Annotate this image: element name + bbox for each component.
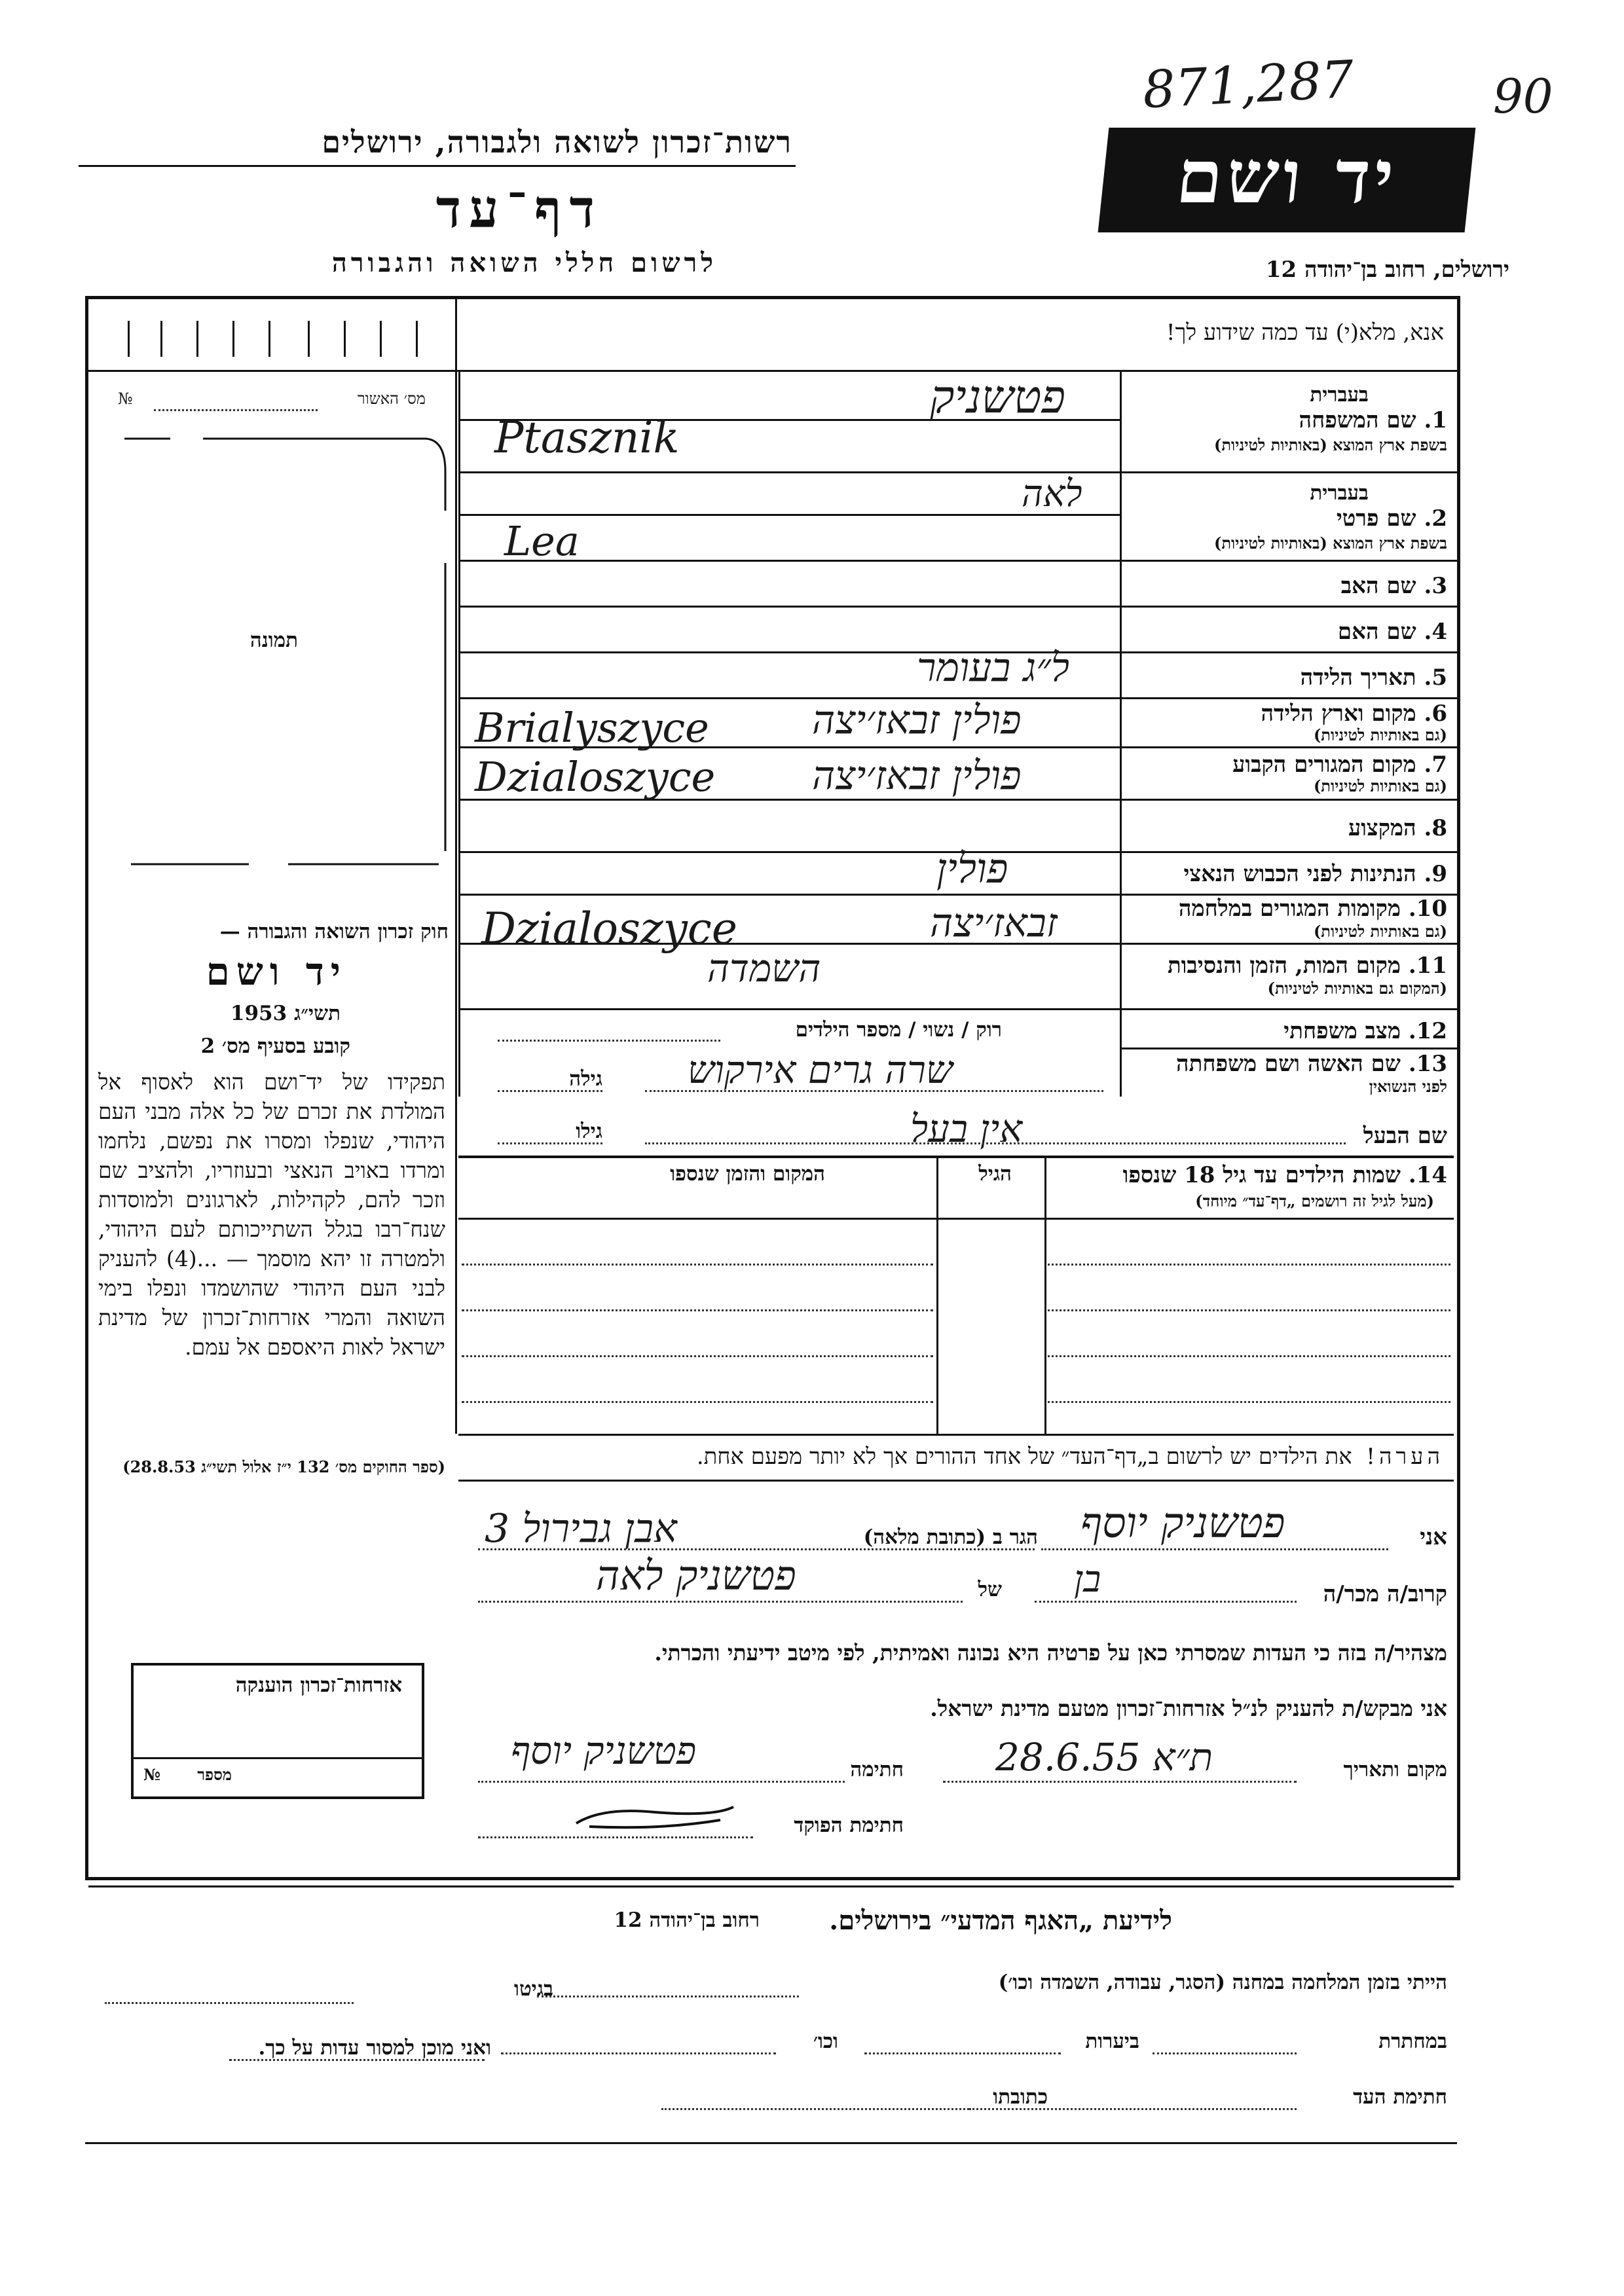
field-10-value[interactable]: Dzialoszyce [481,903,737,954]
children-header-place: המקום והזמן שנספו [670,1162,825,1186]
footer-line1-end: בגיטו [514,1977,553,2001]
of-name[interactable]: פטשניק לאה [596,1552,796,1599]
field-6-label: 6. מקום וארץ הלידה [1261,701,1447,727]
request-text: אני מבקש/ת להעניק לנ״ל אזרחות־זכרון מטעם מדינת ישראל. [930,1696,1447,1721]
field-1-hebrew-tag: בעברית [1310,383,1369,407]
field-2-sublabel: בשפת ארץ המוצא (באותיות לטיניות) [1214,534,1447,553]
org-name: רשות־זכרון לשואה ולגבורה, ירושלים [322,124,792,160]
field-13-sublabel: לפני הנשואין [1369,1077,1447,1096]
field-6-sublabel: (גם באותיות לטיניות) [1313,725,1447,744]
footer-bottom-rule [85,2142,1457,2144]
law-name: יד ושם [206,949,347,994]
field-6-hebrew-value[interactable]: פולין זבאז׳יצה [812,697,1022,743]
archive-number: 871,287 [1141,50,1356,120]
footer-address-label: כתובתו [993,2085,1048,2109]
relative-label: קרוב/ה מכר/ה [1323,1581,1447,1607]
field-7-value[interactable]: Dzialoszyce [475,753,716,801]
approval-number-sign: № [118,390,133,408]
husband-value[interactable]: אין בעל [910,1106,1023,1151]
approval-number-label: מס׳ האשור [357,390,426,408]
husband-label: שם הבעל [1363,1123,1447,1149]
footer-line1: הייתי בזמן המלחמה במחנה (הסגר, עבודה, השמדה וכו׳) [998,1971,1447,1994]
field-7-sublabel: (גם באותיות לטיניות) [1313,776,1447,795]
children-header-note: (מעל לגיל זה רושמים „דף־עד״ מיוחד) [1195,1192,1434,1211]
yad-vashem-logo [1098,128,1476,232]
field-13-value[interactable]: שרה גרים אירקוש [688,1048,953,1092]
logo-text: יד ושם [1172,134,1402,220]
header-divider [79,165,796,167]
footer-etc: וכו׳ [813,2030,838,2053]
left-column-divider [455,298,457,1434]
field-5-value[interactable]: ל״ג בעומר [917,645,1069,691]
citizenship-title: אזרחות־זכרון הוענקה [235,1673,402,1697]
field-7-label: 7. מקום המגורים הקבוע [1232,752,1447,778]
declarant-address[interactable]: אבן גבירול 3 [485,1506,677,1552]
law-section: קובע בסעיף מס׳ 2 [200,1034,350,1058]
citizenship-number-label: מספר [197,1765,232,1784]
field-1-sublabel: בשפת ארץ המוצא (באותיות לטיניות) [1214,435,1447,454]
page-number: 90 [1493,69,1553,124]
children-header-age: הגיל [978,1162,1012,1186]
field-9-label: 9. הנתינות לפני הכבוש הנאצי [1183,861,1447,887]
field-3-label: 3. שם האב [1340,573,1447,599]
form-subtitle: לרשום חללי השואה והגבורה [331,247,717,278]
of-label: של [978,1578,1002,1601]
field-13-label: 13. שם האשה ושם משפחתה [1176,1051,1447,1077]
field-8-label: 8. המקצוע [1348,815,1447,841]
law-title: חוק זכרון השואה והגבורה — [219,920,449,943]
field-2-hebrew-tag: בעברית [1310,481,1369,505]
header-address: ירושלים, רחוב בן־יהודה 12 [1265,257,1509,283]
photo-area-outline [118,432,452,877]
citizenship-number-sign: № [143,1765,161,1784]
form-title: דף־עד [435,178,602,240]
field-10-label: 10. מקומות המגורים במלחמה [1178,896,1447,922]
approval-number-field[interactable] [154,409,318,411]
field-2-label: 2. שם פרטי [1336,505,1447,532]
signature-label: חתימה [850,1758,904,1781]
field-13-age-label: גילה [569,1067,602,1091]
field-4-label: 4. שם האם [1337,619,1447,645]
footer-underground: במחתרת [1378,2030,1447,2053]
declarant-name[interactable]: פטשניק יוסף [1080,1499,1285,1548]
declaration-text: מצהיר/ה בזה כי העדות שמסרתי כאן על פרטיה היא נכונה ואמיתית, לפי מיטב ידיעתי והכרתי. [654,1640,1447,1666]
card-ticks [92,308,455,370]
law-reference: (ספר החוקים מס׳ 132 י״ז אלול תשי״ג 28.8.53) [122,1457,445,1476]
label-column-divider [1120,370,1122,1097]
citizenship-box [131,1663,424,1799]
field-1-label: 1. שם המשפחה [1299,407,1447,433]
instruction: אנא, מלא(י) עד כמה שידוע לך! [1166,319,1444,346]
field-12-label: 12. מצב משפחתי [1283,1018,1447,1044]
officer-signature-label: חתימת הפוקד [794,1813,904,1837]
field-11-label: 11. מקום המות, הזמן והנסיבות [1167,953,1447,979]
field-10-sublabel: (גם באותיות לטיניות) [1313,922,1447,941]
relation-value[interactable]: בן [1074,1558,1101,1601]
field-10-hebrew-value[interactable]: זבאז׳יצה [930,900,1058,946]
field-1-value[interactable]: Ptasznik [494,412,680,463]
place-date-value[interactable]: ת״א 28.6.55 [995,1735,1213,1779]
photo-label: תמונה [249,629,298,652]
field-2-hebrew-value[interactable]: לאה [1022,473,1082,515]
declarant-address-label: הגר ב (כתובת מלאה) [863,1525,1038,1549]
footer-title: לידיעת „האגף המדעי״ בירושלים. [829,1905,1172,1936]
note: הערה! את הילדים יש לרשום ב„דף־העד״ של אחד ההורים אך לא יותר מפעם אחת. [696,1444,1444,1470]
field-6-value[interactable]: Brialyszyce [475,704,709,752]
field-5-label: 5. תאריך הלידה [1300,665,1447,691]
officer-signature-scribble [563,1794,760,1840]
signature-value[interactable]: פטשניק יוסף [511,1728,697,1773]
law-year: תשי״ג 1953 [230,1002,341,1025]
field-7-hebrew-value[interactable]: פולין זבאז׳יצה [812,753,1022,799]
children-header-name: 14. שמות הילדים עד גיל 18 שנספו [1122,1162,1447,1188]
field-11-value[interactable]: השמדה [707,946,821,991]
field-9-value[interactable]: פולין [936,845,1008,892]
law-text: תפקידו של יד־ושם הוא לאסוף אל המולדת את זכרם של כל אלה מבני העם היהודי, שנפלו ומסרו את נפשם, נלחמו ומרדו באויב הנאצי ובעוזריו, ולהציב שם וזכר להם, לקהילות, לארגונים ולמוסדות שנח־רבו בגלל השתייכותם לעם היהודי, ולמטרה זו יהא מוסמך — ...(4) להעניק לבני העם היהודי שהושמדו ונפלו בימי השואה והמרי אזרחות־זכרון של מדינת ישראל לאות היאספם אל עמם. [98,1069,445,1360]
field-2-value[interactable]: Lea [504,517,580,565]
footer-address: רחוב בן־יהודה 12 [614,1908,760,1932]
husband-age-label: גילו [576,1120,602,1143]
footer-forests: ביערות [1085,2030,1139,2053]
declarant-ani-label: אני [1420,1524,1447,1550]
field-12-options[interactable]: רוק / נשוי / מספר הילדים [795,1018,1002,1042]
footer-ready: ואני מוכן למסור עדות על כך. [258,2036,491,2060]
field-1-hebrew-value[interactable]: פטשניק [930,370,1066,424]
footer-witness-signature: חתימת העד [1353,2085,1447,2109]
place-date-label: מקום ותאריך [1343,1758,1447,1781]
value-column-left [458,370,460,1097]
field-11-sublabel: (המקום גם באותיות לטיניות) [1267,979,1447,998]
